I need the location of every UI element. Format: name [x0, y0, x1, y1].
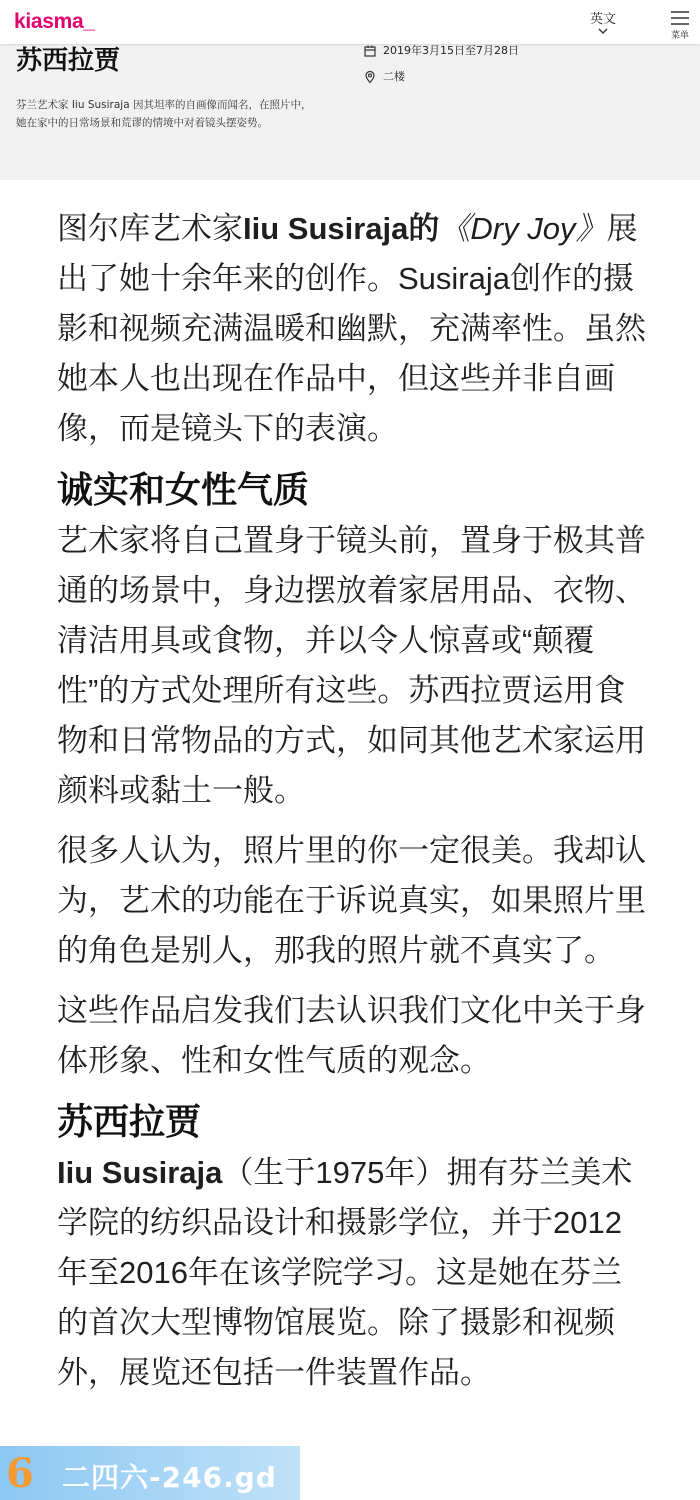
- kiasma-logo[interactable]: kiasma_: [14, 10, 95, 33]
- language-selector[interactable]: 英文: [589, 12, 616, 27]
- hamburger-icon[interactable]: [671, 10, 689, 26]
- body-paragraph: 艺术家将自己置身于镜头前，置身于极其普通的场景中，身边摆放着家居用品、衣物、清洁用具或食物，并以令人惊喜或“颠覆性”的方式处理所有这些。苏西拉贾运用食物和日常物品的方式，如同其他艺术家运用颜料或黏土一般。: [57, 523, 646, 808]
- section-heading-honesty: 诚实和女性气质: [57, 469, 310, 510]
- exhibition-location-text: 二楼: [383, 70, 405, 83]
- calendar-icon: [363, 44, 377, 58]
- artist-name: Iiu Susiraja的: [243, 211, 440, 246]
- site-watermark: [0, 1446, 300, 1500]
- menu-button[interactable]: [664, 8, 696, 40]
- quote-paragraph: 很多人认为，照片里的你一定很美。我却认为，艺术的功能在于诉说真实，如果照片里的角色是别人，那我的照片就不真实了。: [57, 833, 646, 968]
- section-heading-artist: 苏西拉贾: [57, 1101, 202, 1142]
- intro-text-start: 图尔库艺术家: [57, 211, 243, 246]
- watermark-text: 二四六-246.gd: [62, 1461, 277, 1494]
- chevron-down-icon[interactable]: [597, 26, 609, 36]
- menu-label: 菜单: [670, 31, 689, 41]
- bio-text: （生于1975年）拥有芬兰美术学院的纺织品设计和摄影学位，并于2012年至2016年在该学院学习。这是她在芬兰的首次大型博物馆展览。除了摄影和视频外，展览还包括一件装置作品。: [57, 1155, 633, 1390]
- article-body: [57, 204, 647, 1408]
- top-navigation: [0, 0, 700, 44]
- bio-paragraph: [57, 1148, 647, 1398]
- exhibition-date-text: 2019年3月15日至7月28日: [383, 44, 519, 57]
- exhibition-lede: 芬兰艺术家 Iiu Susiraja 因其坦率的自画像而闻名，在照片中，她在家中的日常场景和荒谬的情境中对着镜头摆姿势。: [16, 99, 312, 129]
- watermark-mark: 6: [6, 1450, 34, 1497]
- intro-paragraph: [57, 204, 647, 454]
- exhibition-name: 《Dry Joy》: [439, 211, 607, 246]
- intro-text-rest: 展出了她十余年来的创作。Susiraja创作的摄影和视频充满温暖和幽默，充满率性。虽然她本人也出现在作品中，但这些并非自画像，而是镜头下的表演。: [57, 211, 646, 446]
- page-title: 苏西拉贾: [16, 46, 121, 76]
- body-paragraph: 这些作品启发我们去认识我们文化中关于身体形象、性和女性气质的观念。: [57, 993, 646, 1078]
- location-pin-icon: [363, 70, 377, 84]
- bio-artist-name: Iiu Susiraja: [57, 1155, 223, 1190]
